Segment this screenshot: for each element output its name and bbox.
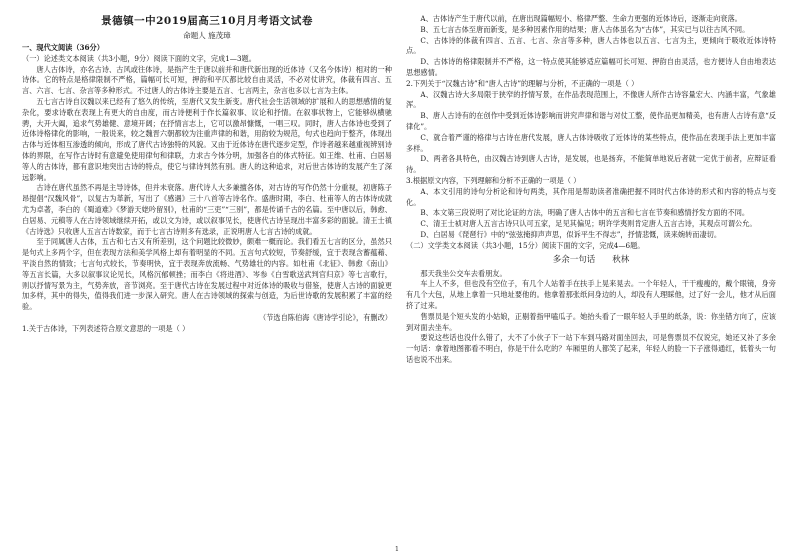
- option-text: D、白居易《琵琶行》中的“弦弦掩抑声声思，似诉平生不得志”，抒情悲慨，读来婉转而凄切。: [420, 229, 722, 239]
- exam-author: 命题人 施茂璋: [183, 31, 231, 40]
- option-text: C、古体诗的体裁有四言、五言、七言、杂言等多种，唐人古体也以五言、七言为主，更倾向于吸收近体诗特点。: [406, 35, 776, 56]
- question-2: 2.下列关于“汉魏古诗”和“唐人古诗”的理解与分析，不正确的一项是（ ）: [406, 78, 639, 88]
- question-3: 3.根据原文内容，下列理解和分析不正确的一项是（ ）: [406, 175, 581, 185]
- exam-title: 景德镇一中2019届高三10月月考语文试卷: [101, 15, 313, 27]
- option-text: D、两者各具特色，由汉魏古诗到唐人古诗，是发展，也是扬弃，不能简单地说后者就一定优于前者，应辩证看待。: [406, 154, 776, 175]
- option-text: A、本文引用的诗句分析论和诗句两类，其作用是帮助读者准确把握不同时代古体诗的形式和内容的特点与变化。: [406, 186, 776, 207]
- option-text: C、清王士祯对唐人五言古诗只认可五家，足见其偏见；明许学夷则肯定唐人五言古诗，其观点可谓公允。: [420, 219, 757, 229]
- option-text: B、五七言古体至唐而新变，是多种因素作用的结果；唐人古体虽名为“古体”，其实已与以往古风不同。: [420, 24, 750, 34]
- question-1: 1.关于古体诗，下列表述符合原文意思的一项是（ ）: [22, 323, 190, 333]
- section-heading: 一、现代文阅读（36分）: [22, 43, 104, 52]
- passage-paragraph: 至于同属唐人古体，五古和七古又有所差别，这个问题比较微妙，颇难一概而论。我们看五七言的区分，虽然只是句式上多两个字，但在表现方法和美学风格上却有着明显的不同。五言句式较短，节奏舒缓，宜于表现含蓄蕴藉、平淡自然的情致；七言句式较长，节奏明快，宜于表现奔放流畅、气势雄壮的内容。如杜甫《北征》、韩愈《南山》等五言长篇，大多以叙事议论见长，风格沉郁顿挫；而李白《将进酒》、岑参《白雪歌送武判官归京》等七言歌行，则以抒情写景为主，气势奔放，音节浏亮。至于唐代古诗在发展过程中对近体诗的吸收与借鉴，使唐人古诗的面貌更加多样，其中的得失，值得我们进一步深入研究。唐人在古诗领域的探索与创造，为后世诗歌的发展积累了丰富的经验。: [22, 237, 392, 312]
- option-text: A、古体诗产生于唐代以前，在唐出现篇幅短小、格律严整、生命力更强的近体诗后，逐渐走向衰落。: [420, 14, 742, 23]
- option-text: B、唐人古诗有的在创作中受到近体诗影响而讲究声律和谐与对仗工整，使作品更加精美，也有唐人古诗有意“反律化”。: [406, 111, 776, 131]
- option-text: B、本文第三段说明了对比论证的方法，明确了唐人古体中的五言和七言在节奏和感情抒发方面的不同。: [420, 208, 750, 218]
- story-paragraph: 车上人不多，但也没有空位子，有几个人站着手在扶手上晃来晃去。一个年轻人，干干瘦瘦的，戴个眼镜，身旁有几个大包，从地上拿着一只地址要他的。他拿着那张纸问身边的人，却没有人理睬他，过了好一会儿，他才从后面挤了过来。: [406, 279, 776, 310]
- right-column: [406, 14, 776, 366]
- story-paragraph: 售票员是个短头发的小姑娘，正剔着指甲嗑瓜子。她抬头看了一眼年轻人手里的纸条，说：你坐错方向了，应该到对面去坐车。: [406, 311, 776, 332]
- story-paragraph: 那天我坐公交车去看朋友。: [420, 268, 507, 278]
- story-title: 多余一句话 秋林: [552, 254, 630, 265]
- passage-source: （节选自陈伯海《唐诗学引论》，有删改）: [259, 312, 392, 322]
- page-number: 1: [394, 545, 400, 553]
- passage-paragraph: 唐人古体诗，亦名古诗、古风或往体诗，是指产生于唐以前并和唐代新出现的近体诗（又名今体诗）相对的一种诗体。它的特点是格律限制不严格，篇幅可长可短，押韵和平仄都比较自由灵活，不必对仗讲究，体裁有四言、五言、六言、七言、杂言等多种形式。不过唐人的古体诗主要是五言、七言两主，杂言也多以七言为主体。: [22, 64, 392, 96]
- subsection-heading: （一）论述类文本阅读（共3小题，9分）阅读下面的文字，完成1—3题。: [22, 53, 256, 63]
- left-column: [22, 14, 392, 335]
- option-text: D、古体诗的格律限制并不严格，这一特点使其能够适应篇幅可长可短、押韵自由灵活，也方便诗人自由地表达思想感情。: [406, 57, 776, 77]
- passage-paragraph: 古诗在唐代虽然不再是主导诗体，但并未衰落。唐代诗人大多兼擅各体，对古诗的写作仍然十分重视，初唐陈子昂提倡“汉魏风骨”，以复古为革新，写出了《感遇》三十八首等古诗名作。盛唐时期，李白、杜甫等人的古体诗成就尤为卓著，李白的《蜀道难》《梦游天姥吟留别》，杜甫的“三吏”“三别”，都是传诵千古的名篇。至中唐以后，韩愈、白居易、元稹等人在古诗领域继续开拓，或以文为诗，或以叙事见长，使唐代古诗呈现出丰富多彩的面貌。清王士禛《古诗选》只收唐人五言古诗数家，而于七言古诗则多有选录，正说明唐人七言古诗的成就。: [22, 183, 392, 236]
- passage-paragraph: 五七言古诗自汉魏以来已经有了悠久的传统，至唐代又发生新变。唐代社会生活领域的扩展和人的思想感情的复杂化，要求诗歌在表现上有更大的自由度，而古诗便利于作长篇叙事、议论和抒情。在叙事状物上，它能够纵横驰骋，大开大阖，追求气势雄健、意境开阔；在抒情言志上，它可以激昂慷慨，一唱三叹。同时，唐人古体诗也受到了近体诗格律化的影响，一般说来，较之魏晋六朝都较为注重声律的和谐，用韵较为规范，句式也趋向于整齐，体现出古体与近体相互渗透的倾向，形成了唐代古诗独特的风貌。又由于近体诗在唐代逐步定型，作诗者越来越重视辨别诗体的界限，在写作古诗时有意避免使用律句和律联，力求古今体分明，加强各自的体式特征。如王维、杜甫、白居易等人的古体诗，都有意识地突出古诗的特点，使它与律诗判然有别。唐人的这种追求，对后世古体诗的发展产生了深远影响。: [22, 96, 392, 182]
- story-body: [406, 269, 776, 366]
- option-text: C、就合着严谨的格律与古诗在唐代发展，唐人古体诗吸收了近体诗的某些特点，使作品在表现手法上更加丰富多样。: [406, 132, 776, 153]
- option-text: A、汉魏古诗大多局限于狭窄的抒情写景，在作品表现范围上，不像唐人所作古诗容量宏大、内涵丰富，气象雄浑。: [406, 89, 776, 110]
- subsection-heading: （二）文学类文本阅读（共3小题，15分）阅读下面的文字，完成4—6题。: [406, 240, 645, 250]
- story-paragraph: 要说这些话也没什么错了，大不了小伙子下一站下车到马路对面坐回去，可是售票员不仅说完，她还又补了多余一句话：拿着地图都看不明白，你是干什么吃的？车厢里的人都笑了起来，年轻人的脸一下子涨得通红，低着头一句话也说不出来。: [406, 333, 776, 364]
